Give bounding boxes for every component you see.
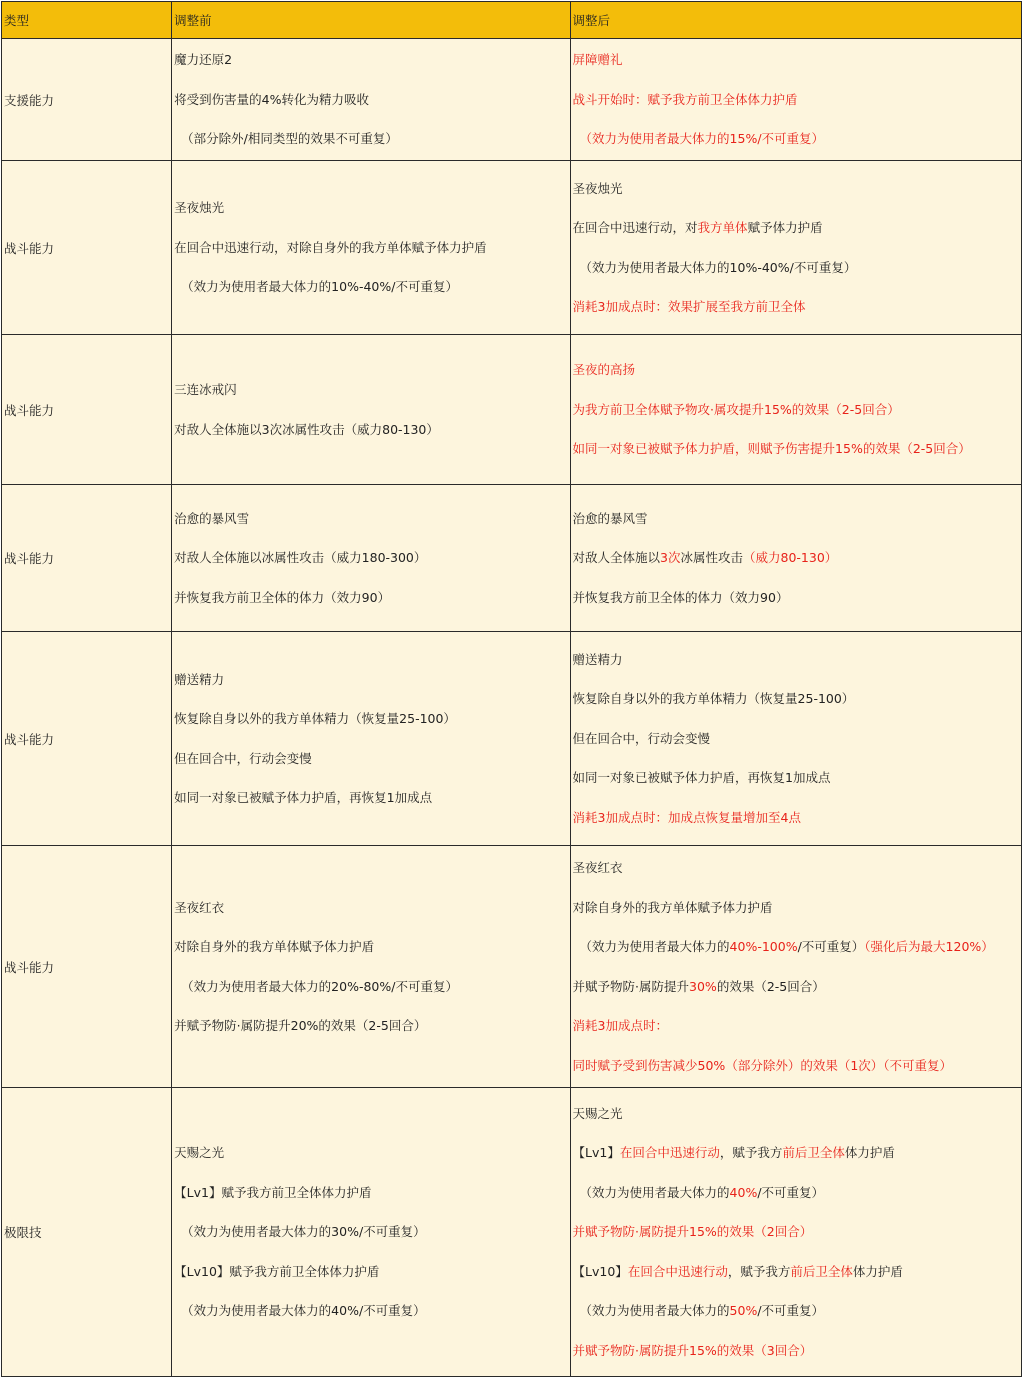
- changed-text: （效力为使用者最大体力的15%/不可重复）: [579, 131, 825, 147]
- after-line: [573, 758, 1021, 798]
- changed-text: 战斗开始时：赋予我方前卫全体体力护盾: [572, 91, 798, 107]
- before-line: 赠送精力: [174, 671, 225, 687]
- unchanged-text: 如同一对象已被赋予体力护盾，再恢复1加成点: [572, 770, 831, 786]
- before-line: 【Lv10】赋予我方前卫全体体力护盾: [174, 1263, 380, 1279]
- header-row: [2, 2, 1022, 39]
- changed-text: 如同一对象已被赋予体力护盾，则赋予伤害提升15%的效果（2-5回合）: [572, 441, 971, 457]
- before-line: 【Lv1】赋予我方前卫全体体力护盾: [174, 1184, 372, 1200]
- header-after: 调整后: [570, 2, 1021, 39]
- changed-text: 在回合中迅速行动: [619, 1145, 720, 1161]
- changed-text: 前后卫全体: [790, 1263, 853, 1279]
- before-line: 对除自身外的我方单体赋予体力护盾: [174, 939, 375, 954]
- after-line: [573, 888, 1021, 928]
- after-line: [573, 679, 1021, 719]
- after-line: [573, 1133, 1021, 1173]
- after-line: [573, 927, 1021, 967]
- after-line: [573, 169, 1021, 209]
- unchanged-text: 【Lv1】: [572, 1145, 620, 1161]
- type-cell: 战斗能力: [2, 335, 172, 485]
- before-line: 魔力还原2: [174, 52, 233, 68]
- after-line: [573, 1094, 1021, 1134]
- comparison-table: [1, 1, 1022, 1377]
- type-cell: 支援能力: [2, 39, 172, 161]
- before-line: 圣夜烛光: [174, 200, 225, 216]
- after-line: [573, 719, 1021, 759]
- unchanged-text: 圣夜红衣: [572, 860, 623, 875]
- table-row: [2, 335, 1022, 485]
- unchanged-text: 对除自身外的我方单体赋予体力护盾: [572, 899, 773, 915]
- unchanged-text: 但在回合中，行动会变慢: [572, 730, 711, 746]
- changed-text: 并赋予物防·属防提升15%的效果（2回合）: [572, 1224, 813, 1240]
- table-body: [2, 39, 1022, 1377]
- before-cell: [172, 846, 570, 1088]
- changed-text: 消耗3加成点时：: [572, 1018, 668, 1033]
- before-line: 天赐之光: [174, 1145, 225, 1161]
- unchanged-text: 恢复除自身以外的我方单体精力（恢复量25-100）: [572, 691, 855, 707]
- changed-text: 40%: [729, 1184, 758, 1200]
- after-cell: [570, 39, 1021, 161]
- unchanged-text: 赋予体力护盾: [747, 220, 823, 235]
- after-cell: [570, 632, 1021, 846]
- unchanged-text: （效力为使用者最大体力的10%-40%/不可重复）: [579, 259, 857, 275]
- after-cell: [570, 335, 1021, 485]
- unchanged-text: 的效果（2-5回合）: [716, 978, 825, 994]
- after-line: [573, 248, 1021, 288]
- changed-text: 50%: [729, 1303, 758, 1319]
- before-cell: [172, 161, 570, 335]
- changed-text: 消耗3加成点时：加成点恢复量增加至4点: [572, 809, 801, 825]
- after-cell: [570, 1088, 1021, 1377]
- unchanged-text: 圣夜烛光: [572, 180, 623, 196]
- changed-text: 在回合中迅速行动: [627, 1263, 728, 1279]
- table-row: [2, 161, 1022, 335]
- unchanged-text: （效力为使用者最大体力的: [579, 939, 730, 954]
- unchanged-text: 【Lv10】: [572, 1263, 628, 1279]
- after-line: [573, 1331, 1021, 1371]
- after-line: [573, 287, 1021, 327]
- table-row: [2, 632, 1022, 846]
- unchanged-text: 体力护盾: [844, 1145, 895, 1161]
- after-line: [573, 578, 1021, 618]
- type-cell: 战斗能力: [2, 632, 172, 846]
- header-before: 调整前: [172, 2, 570, 39]
- changed-text: 同时赋予受到伤害减少50%（部分除外）的效果（1次）（不可重复）: [572, 1057, 953, 1073]
- after-line: [573, 119, 1021, 159]
- after-cell: [570, 485, 1021, 632]
- unchanged-text: 治愈的暴风雪: [572, 510, 648, 526]
- type-cell: 战斗能力: [2, 485, 172, 632]
- before-line: （效力为使用者最大体力的20%-80%/不可重复）: [181, 978, 458, 994]
- unchanged-text: 并赋予物防·属防提升: [572, 978, 690, 994]
- unchanged-text: 冰属性攻击: [680, 550, 744, 566]
- changed-text: 消耗3加成点时：效果扩展至我方前卫全体: [572, 299, 806, 314]
- before-line: 对敌人全体施以3次冰属性攻击（威力80-130）: [174, 421, 439, 437]
- after-line: [573, 1291, 1021, 1331]
- before-line: 在回合中迅速行动，对除自身外的我方单体赋予体力护盾: [174, 239, 487, 255]
- before-line: 并赋予物防·属防提升20%的效果（2-5回合）: [174, 1018, 427, 1033]
- unchanged-text: 并恢复我方前卫全体的体力（效力90）: [572, 589, 789, 605]
- unchanged-text: ，赋予我方: [719, 1145, 783, 1161]
- unchanged-text: （效力为使用者最大体力的: [579, 1184, 730, 1200]
- before-cell: [172, 39, 570, 161]
- changed-text: （强化后为最大120%）: [864, 939, 994, 954]
- type-cell: 战斗能力: [2, 161, 172, 335]
- unchanged-text: /不可重复）: [797, 939, 865, 954]
- type-cell: 战斗能力: [2, 846, 172, 1088]
- before-line: 对敌人全体施以冰属性攻击（威力180-300）: [174, 550, 427, 566]
- changed-text: 屏障赠礼: [572, 52, 623, 68]
- before-line: 将受到伤害量的4%转化为精力吸收: [174, 91, 369, 107]
- after-line: [573, 798, 1021, 838]
- table-row: [2, 1088, 1022, 1377]
- unchanged-text: 赠送精力: [572, 651, 623, 667]
- after-line: [573, 80, 1021, 120]
- unchanged-text: /不可重复）: [757, 1303, 825, 1319]
- changed-text: 圣夜的高扬: [572, 362, 636, 378]
- after-line: [573, 40, 1021, 80]
- unchanged-text: 对敌人全体施以: [572, 550, 661, 566]
- before-line: 治愈的暴风雪: [174, 510, 250, 526]
- changed-text: 并赋予物防·属防提升15%的效果（3回合）: [572, 1342, 813, 1358]
- before-line: 恢复除自身以外的我方单体精力（恢复量25-100）: [174, 711, 456, 726]
- changed-text: 3次: [660, 550, 681, 566]
- after-line: [573, 429, 1021, 469]
- before-line: 如同一对象已被赋予体力护盾，再恢复1加成点: [174, 790, 433, 805]
- after-line: [573, 1252, 1021, 1292]
- changed-text: 前后卫全体: [782, 1145, 845, 1161]
- before-line: 但在回合中，行动会变慢: [174, 750, 312, 766]
- after-line: [573, 1212, 1021, 1252]
- after-line: [573, 208, 1021, 248]
- unchanged-text: 天赐之光: [572, 1105, 623, 1121]
- before-cell: [172, 485, 570, 632]
- type-cell: 极限技: [2, 1088, 172, 1377]
- after-line: [573, 538, 1021, 578]
- before-cell: [172, 1088, 570, 1377]
- before-line: （部分除外/相同类型的效果不可重复）: [181, 131, 398, 147]
- changed-text: 为我方前卫全体赋予物攻·属攻提升15%的效果（2-5回合）: [572, 401, 900, 417]
- before-line: 并恢复我方前卫全体的体力（效力90）: [174, 589, 391, 605]
- table-row: [2, 485, 1022, 632]
- changed-text: 40%-100%: [729, 939, 798, 954]
- after-line: [573, 640, 1021, 680]
- unchanged-text: 体力护盾: [852, 1263, 903, 1279]
- after-line: [573, 967, 1021, 1007]
- after-line: [573, 1046, 1021, 1086]
- unchanged-text: （效力为使用者最大体力的: [579, 1303, 730, 1319]
- after-cell: [570, 846, 1021, 1088]
- changed-text: （威力80-130）: [743, 550, 838, 566]
- after-line: [573, 350, 1021, 390]
- table-row: [2, 39, 1022, 161]
- after-line: [573, 390, 1021, 430]
- after-line: [573, 1173, 1021, 1213]
- table-row: [2, 846, 1022, 1088]
- before-line: 圣夜红衣: [174, 899, 225, 915]
- unchanged-text: 在回合中迅速行动，对: [572, 220, 698, 235]
- after-line: [573, 499, 1021, 539]
- unchanged-text: /不可重复）: [757, 1184, 825, 1200]
- before-cell: [172, 335, 570, 485]
- after-line: [573, 1006, 1021, 1046]
- unchanged-text: ，赋予我方: [727, 1263, 791, 1279]
- before-line: （效力为使用者最大体力的30%/不可重复）: [181, 1224, 426, 1240]
- after-cell: [570, 161, 1021, 335]
- before-line: （效力为使用者最大体力的40%/不可重复）: [181, 1303, 426, 1319]
- before-cell: [172, 632, 570, 846]
- before-line: 三连冰戒闪: [174, 382, 237, 397]
- before-line: （效力为使用者最大体力的10%-40%/不可重复）: [181, 279, 458, 295]
- header-type: 类型: [2, 2, 172, 39]
- changed-text: 我方单体: [697, 220, 748, 235]
- after-line: [573, 848, 1021, 888]
- changed-text: 30%: [689, 978, 717, 994]
